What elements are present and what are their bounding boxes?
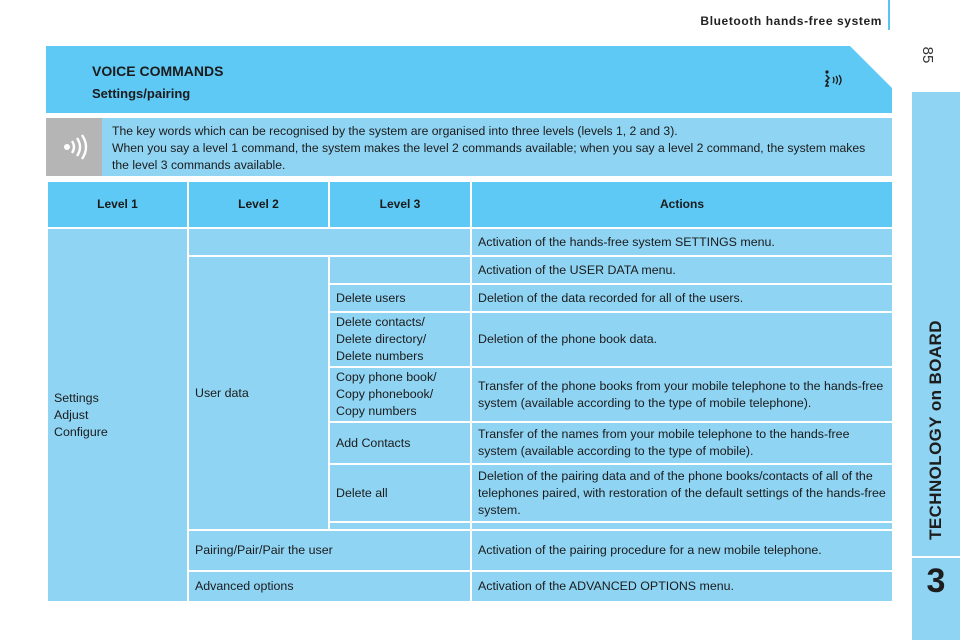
info-text (112, 123, 882, 174)
header-level-2: Level 2 (188, 181, 329, 228)
chapter-title: TECHNOLOGY on BOARD (926, 320, 945, 540)
action-cell: Activation of the pairing procedure for a new mobile telephone. (471, 530, 893, 571)
level2-cell: Pairing/Pair/Pair the user (188, 530, 471, 571)
section-title: Bluetooth hands-free system (700, 14, 882, 28)
header-level-3: Level 3 (329, 181, 471, 228)
action-cell: Activation of the ADVANCED OPTIONS menu. (471, 571, 893, 602)
level3-cell (329, 367, 471, 422)
level3-line: Delete contacts/ (336, 315, 425, 329)
level3-line: Copy numbers (336, 404, 417, 418)
action-cell: Deletion of the phone book data. (471, 312, 893, 367)
page-number: 85 (919, 46, 936, 64)
level1-line: Configure (54, 424, 108, 439)
info-line: When you say a level 1 command, the system makes the level 2 commands available; when you say a level 2 command, the system makes the level 3 commands available. (112, 141, 866, 172)
banner-title: VOICE COMMANDS (92, 63, 224, 79)
level1-cell (47, 228, 188, 602)
chapter-divider (912, 556, 960, 558)
info-line: The key words which can be recognised by the system are organised into three levels (levels 1, 2 and 3). (112, 124, 678, 138)
level3-cell: Delete users (329, 284, 471, 312)
level2-cell: Advanced options (188, 571, 471, 602)
header-level-1: Level 1 (47, 181, 188, 228)
header-rule (888, 0, 890, 30)
level3-cell (329, 312, 471, 367)
action-cell: Activation of the USER DATA menu. (471, 256, 893, 284)
level3-cell: Delete all (329, 464, 471, 522)
level3-empty-cell (329, 256, 471, 284)
level1-line: Adjust (54, 407, 89, 422)
header-actions: Actions (471, 181, 893, 228)
banner-subtitle: Settings/pairing (92, 86, 191, 101)
table-header-row (47, 181, 893, 228)
voice-commands-banner (46, 46, 892, 113)
level1-line: Settings (54, 390, 99, 405)
chapter-number: 3 (926, 562, 946, 600)
action-empty-cell (471, 522, 893, 530)
level3-line: Delete numbers (336, 349, 424, 363)
level3-cell: Add Contacts (329, 422, 471, 464)
voice-commands-table (46, 180, 894, 603)
action-cell: Activation of the hands-free system SETTINGS menu. (471, 228, 893, 256)
action-cell: Deletion of the data recorded for all of the users. (471, 284, 893, 312)
level3-line: Copy phone book/ (336, 370, 437, 384)
level2-empty-cell (188, 228, 471, 256)
level3-line: Copy phonebook/ (336, 387, 434, 401)
level2-user-data-cell: User data (188, 256, 329, 530)
voice-command-icon (820, 68, 844, 92)
level3-line: Delete directory/ (336, 332, 427, 346)
action-cell: Transfer of the names from your mobile telephone to the hands-free system (available according to the type of mobile). (471, 422, 893, 464)
level3-empty-cell (329, 522, 471, 530)
action-cell: Deletion of the pairing data and of the phone books/contacts of all of the telephones paired, with restoration of the default settings of the hands-free system. (471, 464, 893, 522)
action-cell: Transfer of the phone books from your mobile telephone to the hands-free system (available according to the type of mobile telephone). (471, 367, 893, 422)
sound-waves-icon (59, 134, 89, 160)
table-row (47, 228, 893, 256)
